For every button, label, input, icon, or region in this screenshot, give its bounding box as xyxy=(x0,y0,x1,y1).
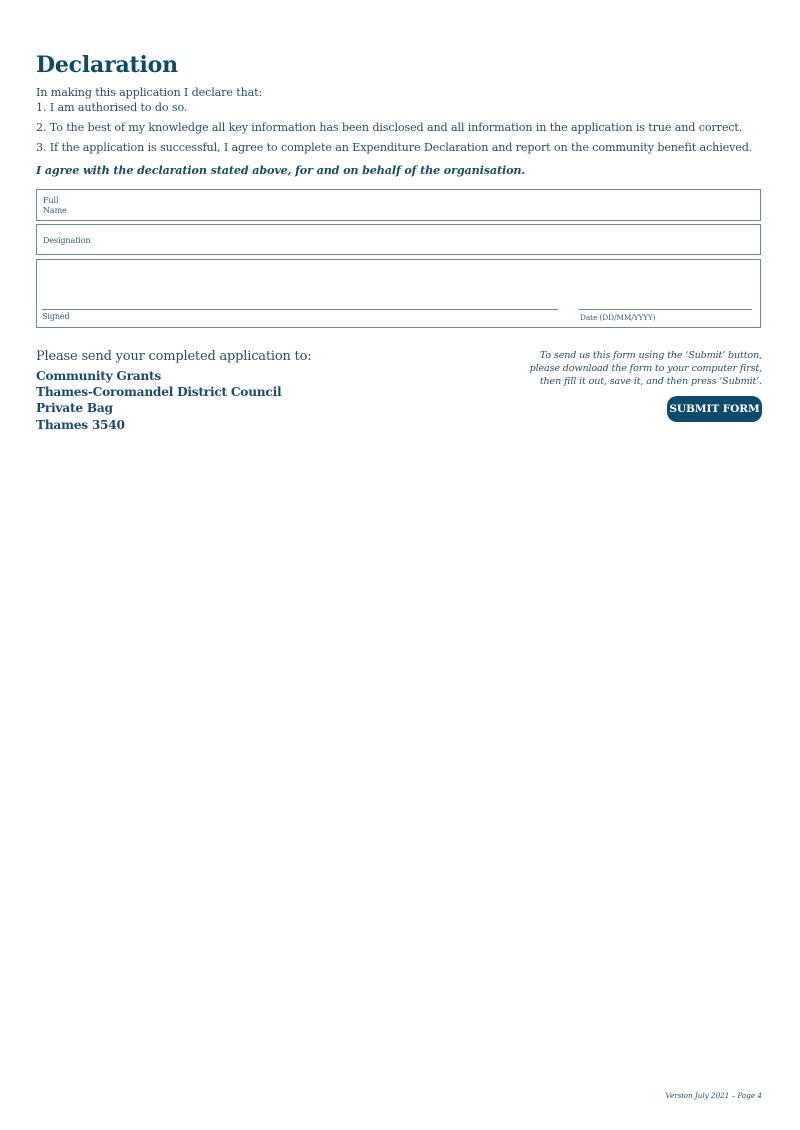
full-name-field-box[interactable] xyxy=(36,189,761,221)
agreement-statement: I agree with the declaration stated above, for and on behalf of the organisation. xyxy=(36,163,526,177)
page-footer: Version July 2021 – Page 4 xyxy=(665,1091,762,1100)
declaration-item-2: 2. To the best of my knowledge all key information has been disclosed and all information in the application is true and correct. xyxy=(36,121,743,134)
address-line: Thames 3540 xyxy=(36,417,125,432)
designation-label: Designation xyxy=(43,236,91,245)
page-title: Declaration xyxy=(36,52,178,78)
declaration-intro: In making this application I declare that: xyxy=(36,86,263,99)
submit-instructions: To send us this form using the ‘Submit’ button, please download the form to your computer first, then fill it out, save it, and then press ‘Submit’. xyxy=(529,350,762,387)
declaration-item-3: 3. If the application is successful, I agree to complete an Expenditure Declaration and report on the community benefit achieved. xyxy=(36,141,753,154)
declaration-item-1: 1. I am authorised to do so. xyxy=(36,101,188,114)
full-name-label: Full Name xyxy=(43,196,67,215)
submit-form-button[interactable]: SUBMIT FORM xyxy=(667,396,762,422)
signed-label: Signed xyxy=(42,312,70,321)
address-line: Private Bag xyxy=(36,401,113,416)
signature-field-box xyxy=(36,259,761,328)
date-line xyxy=(579,309,752,310)
signature-input[interactable] xyxy=(43,290,555,308)
signature-line xyxy=(42,309,558,310)
address-line: Community Grants xyxy=(36,369,162,383)
postal-address xyxy=(36,368,281,433)
full-name-input[interactable] xyxy=(87,198,747,214)
address-line: Thames-Coromandel District Council xyxy=(36,385,282,400)
designation-field-box[interactable] xyxy=(36,224,761,255)
designation-input[interactable] xyxy=(107,232,747,248)
send-to-title: Please send your completed application to: xyxy=(36,349,312,364)
date-label: Date (DD/MM/YYYY) xyxy=(580,313,656,322)
date-input[interactable] xyxy=(580,290,750,308)
